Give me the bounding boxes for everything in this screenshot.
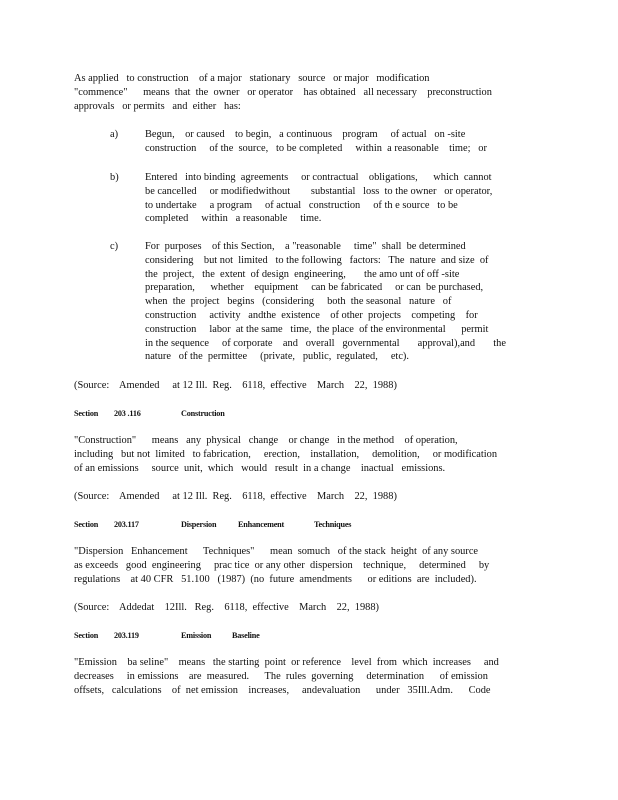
source-citation [74, 490, 504, 504]
text-line: approvals or permits and either has: [74, 100, 241, 112]
list-item-body [145, 128, 505, 156]
text-line: "Emission ba seline" means the starting point or reference level from which increases and [74, 657, 499, 668]
text-line: including but not limited to fabrication, erection, installation, demolition, or modification [74, 448, 498, 460]
commence-definition-paragraph [74, 72, 504, 113]
text-line: regulations at 40 CFR 51.100 (1987) (no future amendments or editions are included). [74, 573, 477, 585]
text-line: Entered into binding agreements or contractual obligations, which cannot [145, 172, 492, 183]
section-title-word: Techniques [314, 520, 352, 529]
text-line: "Construction" means any physical change or change in the method of operation, [74, 435, 458, 446]
text-line: "commence" means that the owner or operator has obtained all necessary preconstruction [74, 86, 492, 98]
text-line: preparation, whether equipment can be fabricated or can be purchased, [145, 282, 484, 294]
text-line: in the sequence of corporate and overall governmental approval),and the [145, 337, 506, 349]
source-line: (Source: Addedat 12Ill. Reg. 6118, effective March 22, 1988) [74, 602, 380, 613]
text-line: nature of the permittee (private, public, regulated, etc). [145, 351, 409, 363]
text-line: completed within a reasonable time. [145, 213, 322, 225]
text-line: Begun, or caused to begin, a continuous program of actual on -site [145, 129, 466, 140]
text-line: be cancelled or modifiedwithout substantial loss to the owner or operator, [145, 185, 493, 197]
text-line: decreases in emissions are measured. The rules governing determination of emission [74, 670, 488, 682]
section-number: 203.117 [114, 520, 139, 529]
text-line: to undertake a program of actual construction of th e source to be [145, 199, 458, 211]
list-item-body [145, 240, 505, 364]
section-title-word: Enhancement [238, 520, 285, 529]
source-citation [74, 379, 504, 393]
text-line: when the project begins (considering both the seasonal nature of [145, 296, 452, 308]
section-number: 203.119 [114, 631, 139, 640]
text-line: of an emissions source unit, which would result in a change inactual emissions. [74, 462, 446, 474]
section-title-word: Baseline [232, 631, 260, 640]
section-word: Section [74, 520, 99, 529]
text-line: As applied to construction of a major stationary source or major modification [74, 73, 430, 84]
section-word: Section [74, 631, 99, 640]
dispersion-definition-paragraph [74, 545, 504, 586]
text-line: construction of the source, to be completed within a reasonable time; or [145, 142, 487, 154]
text-line: construction activity andthe existence of other projects competing for [145, 309, 478, 321]
list-item-body [145, 171, 505, 226]
section-title-word: Emission [181, 631, 212, 640]
section-title: Construction [181, 409, 225, 418]
source-line: (Source: Amended at 12 Ill. Reg. 6118, effective March 22, 1988) [74, 491, 397, 502]
text-line: offsets, calculations of net emission increases, andevaluation under 35Ill.Adm. Code [74, 684, 491, 696]
section-title-word: Dispersion [181, 520, 217, 529]
text-line: For purposes of this Section, a "reasonable time" shall be determined [145, 241, 466, 252]
text-line: "Dispersion Enhancement Techniques" mean somuch of the stack height of any source [74, 546, 479, 557]
emission-baseline-definition-paragraph [74, 656, 504, 697]
text-line: considering but not limited to the following factors: The nature and size of [145, 254, 489, 266]
list-item-label: a) [110, 129, 119, 140]
section-word: Section [74, 409, 99, 418]
text-line: construction labor at the same time, the place of the environmental permit [145, 323, 489, 335]
list-item-label: c) [110, 241, 119, 252]
source-line: (Source: Amended at 12 Ill. Reg. 6118, effective March 22, 1988) [74, 380, 397, 391]
section-number: 203 .116 [114, 409, 141, 418]
source-citation [74, 601, 504, 615]
text-line: the project, the extent of design engineering, the amo unt of off -site [145, 268, 460, 280]
list-item-label: b) [110, 172, 119, 183]
text-line: as exceeds good engineering prac tice or any other dispersion technique, determined by [74, 559, 490, 571]
construction-definition-paragraph [74, 434, 504, 475]
